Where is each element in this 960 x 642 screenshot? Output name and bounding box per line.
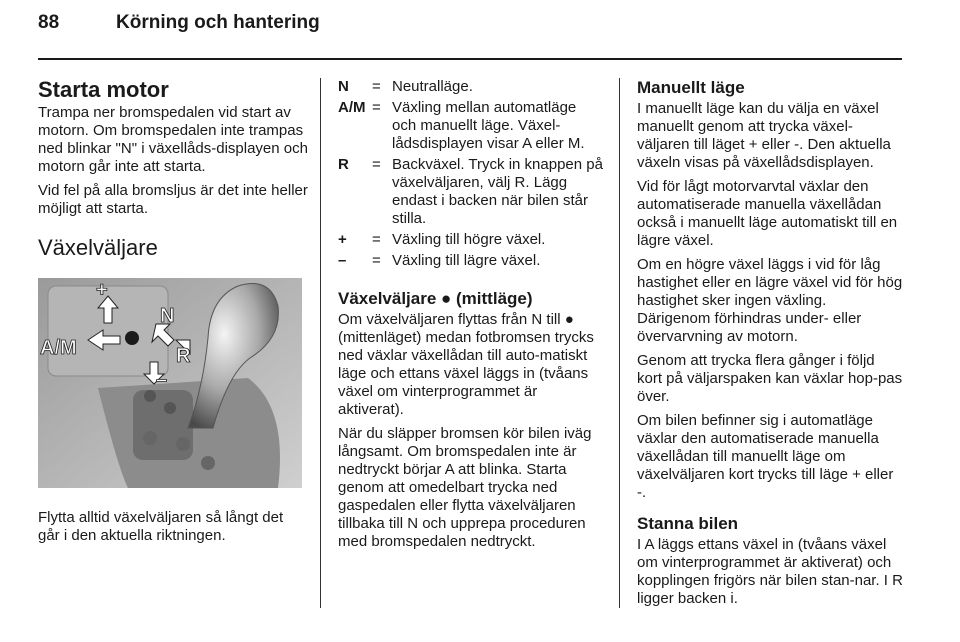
section-title: Körning och hantering	[116, 12, 320, 33]
page-number: 88	[38, 12, 60, 33]
paragraph: Vid för lågt motorvarvtal växlar den automatiserade manuella växellådan också i manuellt läge automatiskt till en lägre växel.	[637, 178, 898, 249]
figure-caption: Flytta alltid växelväljaren så långt det går i den aktuella riktningen.	[38, 509, 284, 544]
label-minus: –	[156, 369, 168, 391]
definition-list	[338, 78, 604, 273]
paragraph: Om bilen befinner sig i automatläge växlar den automatiserade manuella växellådan till manuellt läge om växelväljaren kort trycks till läge + eller -.	[637, 412, 894, 501]
def-text: Neutralläge.	[392, 78, 473, 95]
column-1	[38, 78, 308, 551]
heading-stanna-bilen: Stanna bilen	[637, 514, 739, 533]
def-text: Backväxel. Tryck in knappen på växelväljaren, välj R. Lägg endast i backen när bilen står stilla.	[392, 156, 603, 227]
definition-row	[338, 99, 604, 156]
column-3	[637, 78, 903, 614]
def-key: +	[338, 231, 347, 248]
paragraph: I manuellt läge kan du välja en växel manuellt genom att trycka växel-väljaren till läget + eller -. Den aktuella växeln visas på växellådsdisplayen.	[637, 100, 891, 171]
console-button	[176, 437, 190, 451]
paragraph: Om växelväljaren flyttas från N till ● (mittenläget) medan fotbromsen trycks ned växlar växellådan till auto-matiskt läge och ettans växel läggs in (tvåans växel om vinterprogrammet är aktiverat).	[338, 311, 594, 418]
paragraph: I A läggs ettans växel in (tvåans växel om vinterprogrammet är aktiverat) och kopplingen frigörs när bilen stan-nar. I R ligger backen i.	[637, 536, 903, 607]
console-button	[144, 390, 156, 402]
label-am: A/M	[40, 337, 77, 359]
label-n: N	[160, 305, 175, 327]
console-button	[164, 402, 176, 414]
heading-starta-motor: Starta motor	[38, 77, 169, 102]
heading-manuellt-lage: Manuellt läge	[637, 78, 745, 97]
gear-selector-figure	[38, 278, 302, 488]
def-equals: =	[372, 231, 381, 248]
column-divider-2	[619, 78, 620, 608]
def-key: N	[338, 78, 349, 95]
paragraph: När du släpper bromsen kör bilen iväg långsamt. Om bromspedalen inte är nedtryckt börjar A att blinka. Starta genom att omedelbart trycka ned gaspedalen eller flytta växelväljaren tillbaka till N och upprepa proceduren med bromspedalen nedtryckt.	[338, 425, 592, 550]
label-plus: +	[96, 279, 108, 301]
def-key: R	[338, 156, 349, 173]
definition-row	[338, 78, 604, 99]
paragraph: Om en högre växel läggs i vid för låg hastighet eller en lägre växel vid för hög hastighet sker ingen växling. Därigenom förhindras under- eller övervarvning av motorn.	[637, 256, 903, 345]
label-r: R	[176, 345, 191, 367]
header-rule	[38, 58, 902, 60]
paragraph: Trampa ner bromspedalen vid start av motorn. Om bromspedalen inte trampas ned blinkar "N" i växellåds-displayen och motorn går inte att starta.	[38, 104, 308, 175]
def-text: Växling mellan automatläge och manuellt läge. Växel-lådsdisplayen visar A eller M.	[392, 99, 585, 152]
paragraph: Genom att trycka flera gånger i följd kort på väljarspaken kan växlar hop-pas över.	[637, 352, 903, 405]
def-key: –	[338, 252, 347, 269]
definition-row	[338, 252, 604, 273]
def-equals: =	[372, 99, 381, 116]
def-key: A/M	[338, 99, 366, 116]
def-equals: =	[372, 78, 381, 95]
heading-mittlage: Växelväljare ● (mittläge)	[338, 289, 533, 308]
center-dot-icon	[125, 331, 139, 345]
definition-row	[338, 156, 604, 231]
console-button	[143, 431, 157, 445]
column-divider-1	[320, 78, 321, 608]
console-button	[201, 456, 215, 470]
column-2	[338, 78, 604, 557]
heading-vaxelvaljare: Växelväljare	[38, 235, 158, 260]
def-equals: =	[372, 156, 381, 173]
def-text: Växling till lägre växel.	[392, 252, 541, 269]
def-text: Växling till högre växel.	[392, 231, 546, 248]
def-equals: =	[372, 252, 381, 269]
definition-row	[338, 231, 604, 252]
paragraph: Vid fel på alla bromsljus är det inte heller möjligt att starta.	[38, 182, 308, 217]
